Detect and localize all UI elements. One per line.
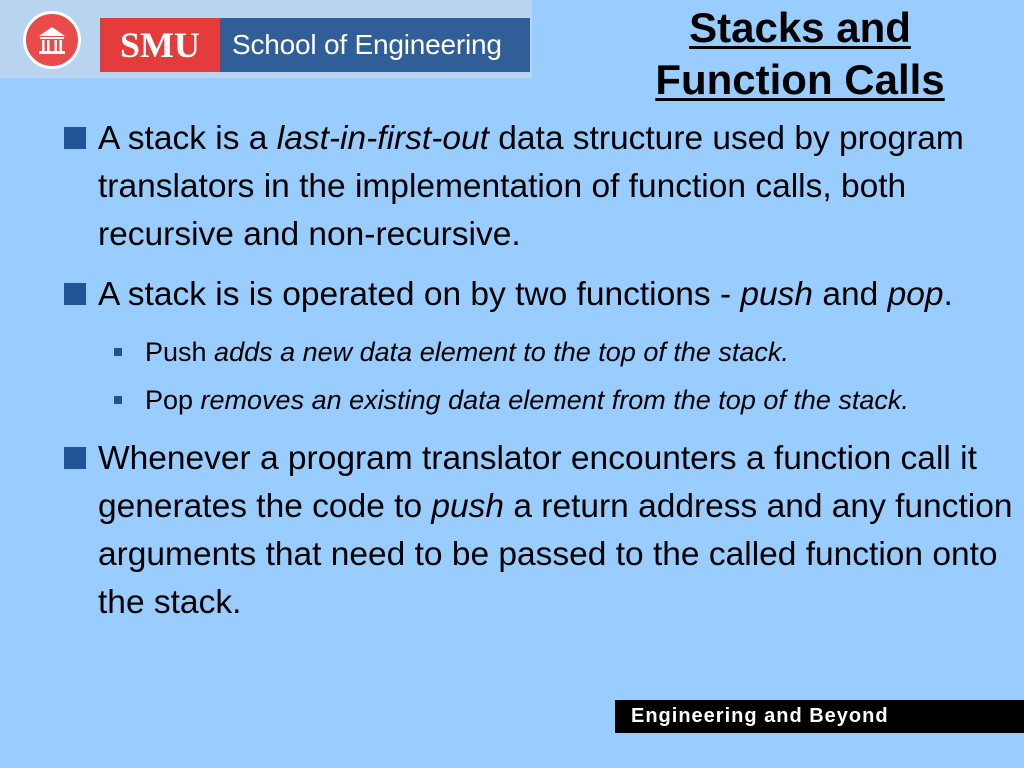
bullet-emphasis: push — [431, 488, 505, 525]
bullet-text: A stack is is operated on by two functions - — [98, 276, 741, 313]
sub-bullet-item — [110, 379, 1024, 421]
bullet-item — [64, 435, 1024, 627]
bullet-text: Whenever a program translator encounters a function call it generates the code to — [98, 440, 977, 525]
square-bullet-icon — [64, 447, 86, 469]
smu-seal-icon — [23, 11, 81, 69]
school-name: School of Engineering — [220, 18, 530, 72]
bullet-emphasis: pop — [887, 276, 944, 313]
bullet-text: and — [813, 276, 888, 313]
slide-title-line2: Function Calls — [655, 56, 945, 103]
sub-bullet-text: Push — [145, 337, 215, 367]
bullet-item — [64, 115, 1024, 259]
square-bullet-icon — [64, 127, 86, 149]
smu-logo-abbr: SMU — [100, 18, 220, 72]
small-square-bullet-icon — [114, 348, 122, 356]
bullet-text: A stack is a — [98, 120, 277, 157]
smu-logo-banner — [0, 0, 532, 78]
sub-bullet-emphasis: adds a new data element to the top of the stack. — [214, 337, 789, 367]
slide-title — [600, 2, 1000, 106]
bullet-item — [64, 271, 1024, 319]
bullet-text: a return address and any function arguments that need to be passed to the called function onto the stack. — [98, 488, 1013, 621]
small-square-bullet-icon — [114, 396, 122, 404]
bullet-text: data structure used by program translators in the implementation of function calls, both recursive and non-recursive. — [98, 120, 964, 253]
bullet-emphasis: push — [740, 276, 814, 313]
bullet-text: . — [943, 276, 953, 313]
sub-bullet-text: Pop — [145, 385, 201, 415]
sub-bullet-item — [110, 331, 1024, 373]
slide-title-line1: Stacks and — [689, 4, 911, 51]
footer-tagline: Engineering and Beyond — [615, 700, 1024, 733]
bullet-emphasis: last-in-first-out — [276, 120, 489, 157]
square-bullet-icon — [64, 283, 86, 305]
slide-body — [64, 115, 1024, 639]
sub-bullet-emphasis: removes an existing data element from the top of the stack. — [200, 385, 909, 415]
